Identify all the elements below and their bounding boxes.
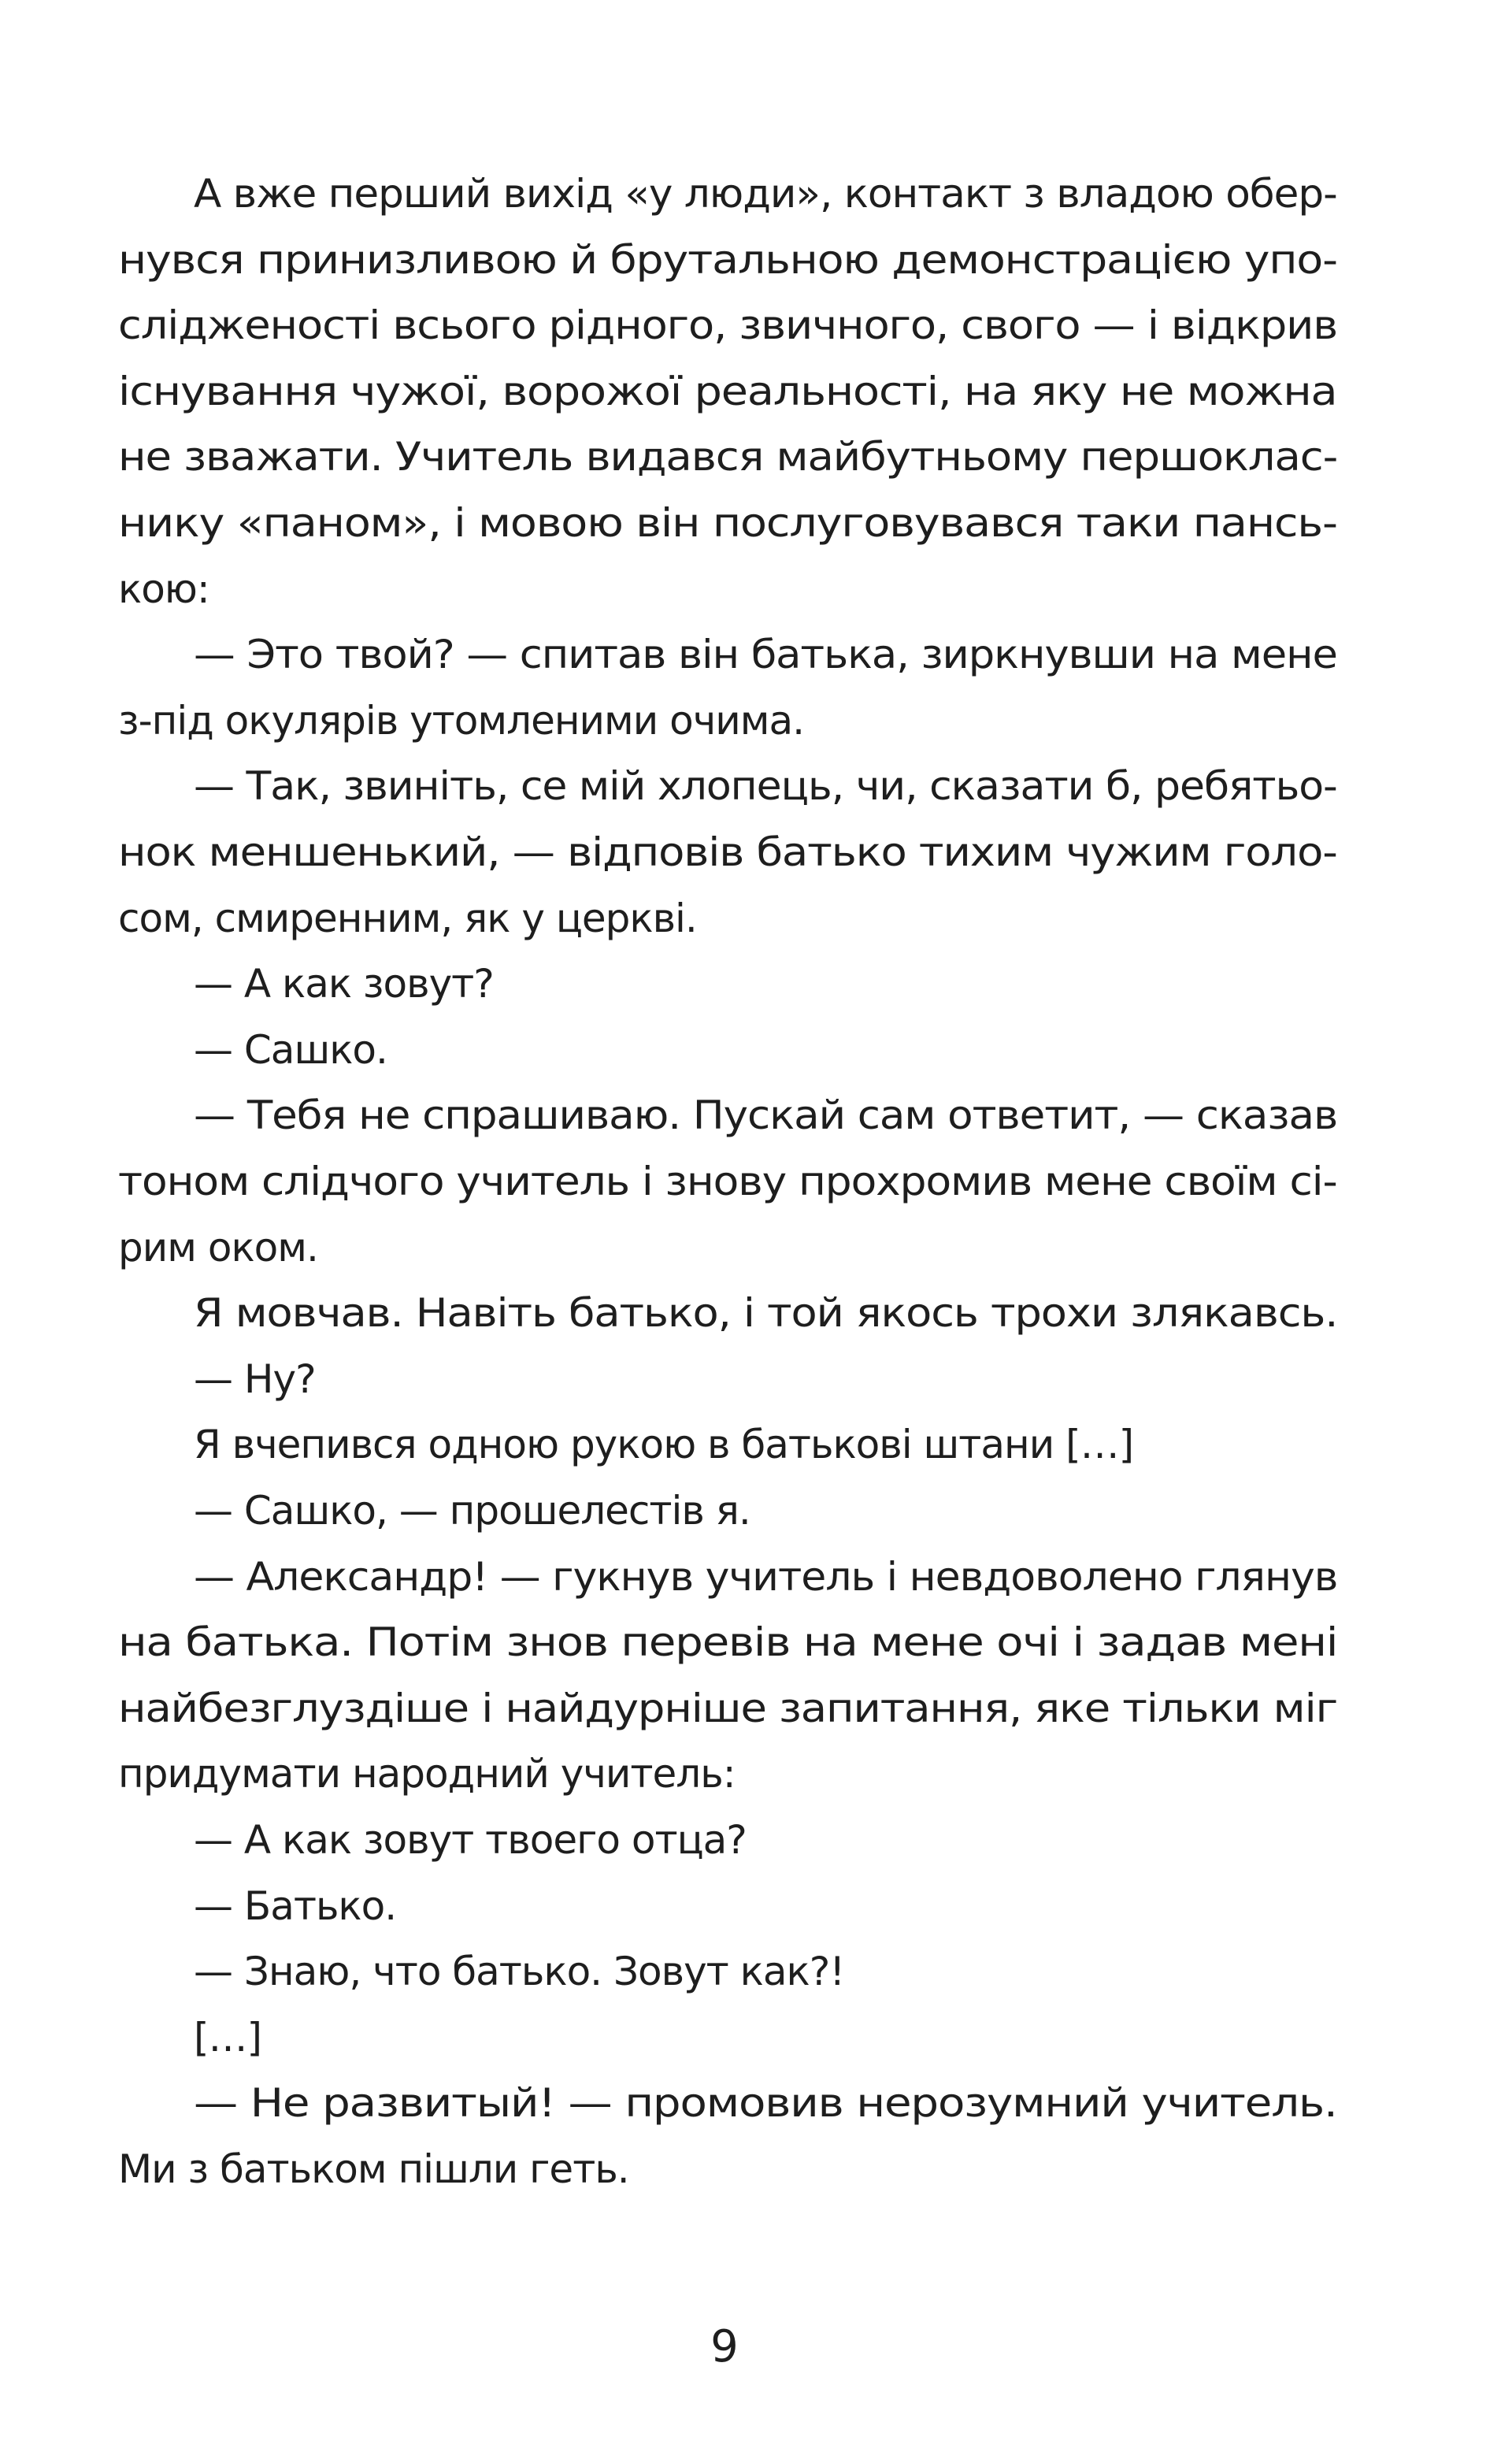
text-line: А вже перший вихід «у люди», контакт з владою обер- [194, 171, 1337, 217]
text-line: — Это твой? — спитав він батька, зиркнувши на мене [194, 632, 1337, 678]
text-line: нок меншенький, — відповів батько тихим чужим голо- [118, 829, 1337, 875]
text-line: найбезглуздіше і найдурніше запитання, яке тільки міг [118, 1685, 1338, 1731]
text-line: нувся принизливою й брутальною демонстрацією упо- [118, 236, 1337, 283]
text-line: придумати народний учитель: [118, 1751, 736, 1797]
text-line: Я мовчав. Навіть батько, і той якось трохи злякавсь. [194, 1290, 1338, 1337]
text-line: — Сашко. [194, 1026, 387, 1073]
text-line: на батька. Потім знов перевів на мене очі і задав мені [118, 1619, 1338, 1666]
text-line: […] [194, 2014, 262, 2060]
text-line: слідженості всього рідного, звичного, свого — і відкрив [118, 302, 1338, 349]
text-line: нику «паном», і мовою він послуговувався таки пансь- [118, 500, 1337, 546]
text-line: — Так, звиніть, се мій хлопець, чи, сказати б, ребятьо- [194, 763, 1337, 810]
text-line: — Сашко, — прошелестів я. [194, 1488, 750, 1534]
text-line: кою: [118, 566, 209, 612]
text-line: Ми з батьком пішли геть. [118, 2146, 629, 2192]
text-line: рим оком. [118, 1224, 318, 1270]
text-line: — Тебя не спрашиваю. Пускай сам ответит, — сказав [194, 1092, 1338, 1139]
page-number: 9 [710, 2321, 739, 2372]
text-line: — А как зовут твоего отца? [194, 1817, 747, 1863]
text-line: Я вчепився одною рукою в батькові штани […] [194, 1422, 1134, 1468]
text-line: існування чужої, ворожої реальності, на яку не можна [118, 368, 1337, 414]
text-line: сом, смиренним, як у церкві. [118, 895, 697, 941]
text-line: — Знаю, что батько. Зовут как?! [194, 1949, 845, 1995]
text-line: — Батько. [194, 1882, 397, 1929]
text-line: — Ну? [194, 1356, 316, 1402]
text-line: з-під окулярів утомленими очима. [118, 697, 805, 744]
text-line: — Александр! — гукнув учитель і невдоволено глянув [194, 1553, 1338, 1600]
text-line: — Не развитый! — промовив нерозумний учитель. [194, 2080, 1337, 2127]
text-line: тоном слідчого учитель і знову прохромив мене своїм сі- [118, 1159, 1337, 1204]
text-line: не зважати. Учитель видався майбутньому першоклас- [118, 434, 1338, 480]
text-line: — А как зовут? [194, 961, 494, 1007]
